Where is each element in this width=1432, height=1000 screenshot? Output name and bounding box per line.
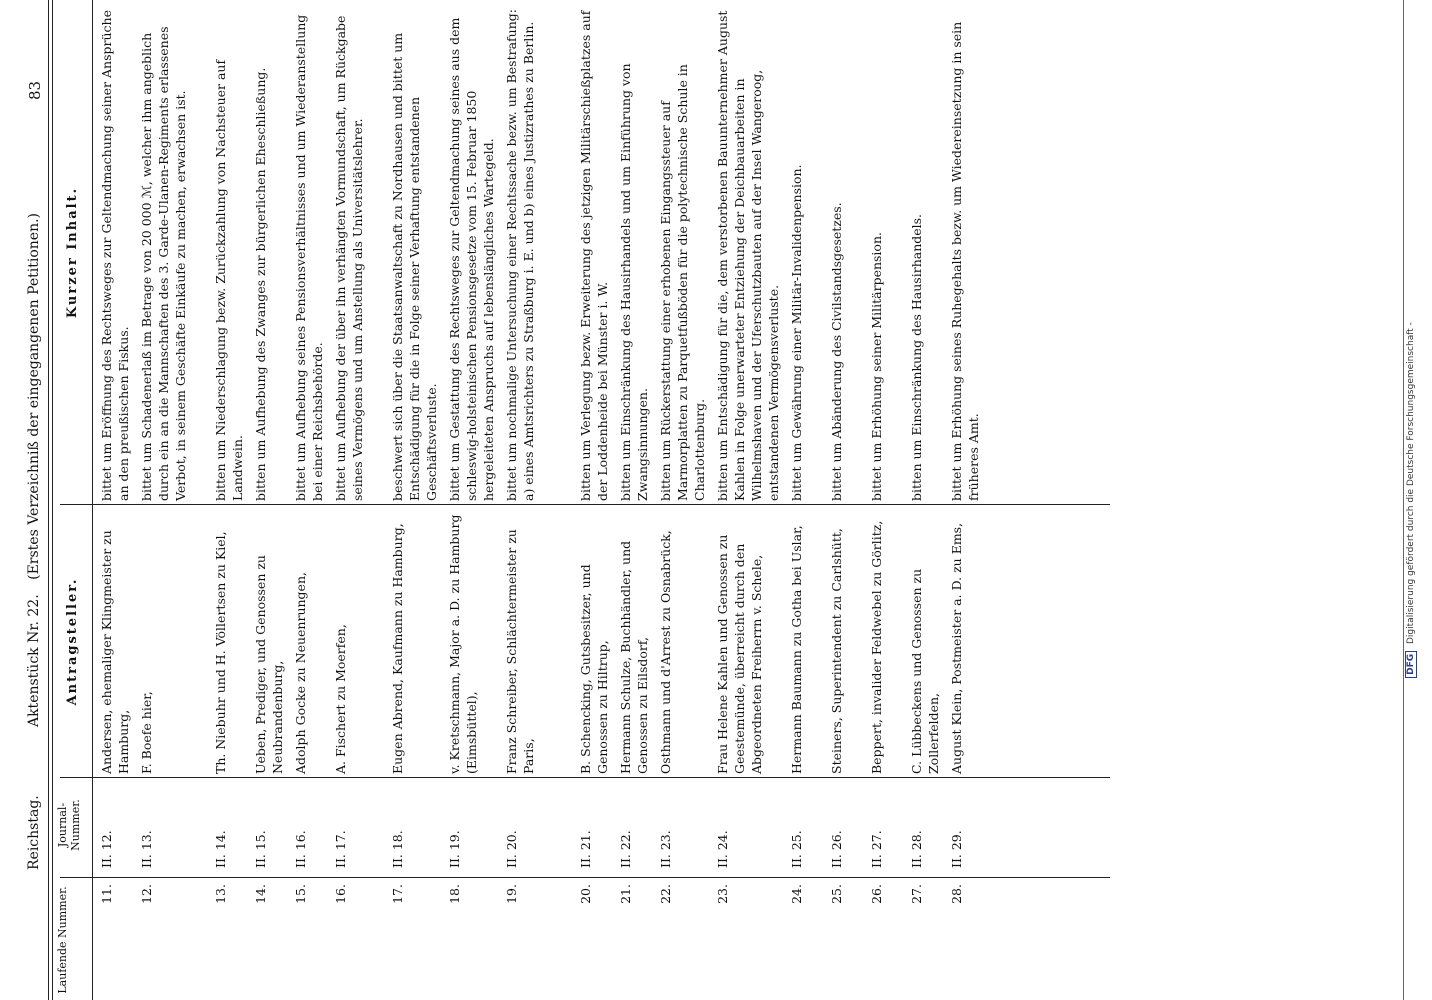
row-applicant: Andersen, ehemaliger Klingmeister zu Hamburg,: [99, 530, 131, 774]
table-row: [657, 0, 708, 1000]
row-journal-number: II. 15.: [253, 830, 268, 868]
row-applicant: F. Boefe hier,: [139, 691, 154, 774]
row-content: bittet um Aufhebung der über ihn verhängten Vormundschaft, um Rückgabe seines Vermögens und um Anstellung als Universitätslehrer.: [333, 15, 365, 501]
row-number: 25.: [829, 884, 844, 904]
row-journal-number: II. 14.: [213, 830, 228, 868]
footer-strip: [1395, 0, 1432, 1000]
row-content: bittet um Erhöhung seines Ruhegehalts bezw. um Wiedereinsetzung in sein früheres Amt.: [949, 21, 981, 501]
row-applicant: Beppert, invalider Feldwebel zu Görlitz,: [869, 520, 884, 774]
row-journal-number: II. 17.: [333, 830, 348, 868]
header-left: Reichstag.: [26, 795, 42, 870]
footer: [1405, 0, 1417, 1000]
row-journal-number: II. 28.: [909, 830, 924, 868]
row-number: 23.: [715, 884, 730, 904]
header-right: (Erstes Verzeichniß der eingegangenen Petitionen.): [26, 212, 42, 580]
table-row: [98, 0, 132, 1000]
row-content: bitten um Verlegung bezw. Erweiterung des jetzigen Militärschießplatzes auf der Loddenheide bei Münster i. W.: [578, 10, 610, 501]
header-rule-bottom: [92, 0, 93, 1000]
row-journal-number: II. 23.: [658, 830, 673, 868]
table-row: [292, 0, 326, 1000]
footer-separator: [1403, 0, 1404, 1000]
row-number: 24.: [789, 884, 804, 904]
table-row: [503, 0, 537, 1000]
table-row: [446, 0, 497, 1000]
row-content: bittet um nochmalige Untersuchung einer Rechtssache bezw. um Bestrafung: a) eines Amtsrichters zu Straßburg i. E. und b) eines Justizrathes zu Berlin.: [504, 9, 536, 501]
row-applicant: Ueben, Prediger, und Genossen zu Neubrandenburg,: [253, 555, 285, 774]
row-content: bittet um Aufhebung seines Pensionsverhältnisses und um Wiederanstellung bei einer Reichsbehörde.: [293, 14, 325, 501]
row-applicant: Frau Helene Kahlen und Genossen zu Geestemünde, überreicht durch den Abgeordneten Freiherrn v. Schele,: [715, 534, 764, 774]
col-header-applicant: Antragsteller.: [65, 577, 80, 706]
table-row: [617, 0, 651, 1000]
dfg-logo: DFG: [1405, 651, 1417, 678]
row-applicant: Hermann Schulze, Buchhändler, und Genossen zu Eilsdorf,: [618, 540, 650, 774]
row-number: 15.: [293, 884, 308, 904]
header-document-number: Aktenstück Nr. 22.: [26, 594, 42, 728]
col-header-content: Kurzer Inhalt.: [65, 186, 80, 319]
table-row: [714, 0, 782, 1000]
table-row: [788, 0, 805, 1000]
row-number: 20.: [578, 884, 593, 904]
table-row: [577, 0, 611, 1000]
table-row: [332, 0, 366, 1000]
row-journal-number: II. 16.: [293, 830, 308, 868]
table-row: [389, 0, 440, 1000]
row-journal-number: II. 13.: [139, 830, 154, 868]
row-applicant: Hermann Baumann zu Gotha bei Uslar,: [789, 525, 804, 774]
page-number: 83: [26, 80, 44, 100]
table-row: [828, 0, 845, 1000]
header-center: [26, 170, 42, 770]
row-journal-number: II. 12.: [99, 830, 114, 868]
table-row: [948, 0, 982, 1000]
row-journal-number: II. 19.: [447, 830, 462, 868]
col-header-journal: Journal-Nummer.: [56, 799, 82, 851]
row-number: 28.: [949, 884, 964, 904]
row-number: 16.: [333, 884, 348, 904]
row-applicant: A. Fischert zu Moerfen,: [333, 624, 348, 774]
col-header-number: Laufende Nummer.: [56, 886, 69, 994]
table-header-row: [56, 0, 90, 1000]
column-divider-2: [60, 777, 1110, 778]
header-rule-top-2: [52, 0, 53, 1000]
row-applicant: C. Lübbeckens und Genossen zu Zollerfelden,: [909, 568, 941, 774]
row-applicant: Th. Niebuhr und H. Völlertsen zu Kiel,: [213, 531, 228, 774]
row-content: bittet um Eröffnung des Rechtsweges zur Geltendmachung seiner Ansprüche an den preußischen Fiskus.: [99, 10, 131, 501]
row-journal-number: II. 22.: [618, 830, 633, 868]
header-rule-top: [48, 0, 49, 1000]
row-applicant: v. Kretschmann, Major a. D. zu Hamburg (Eimsbüttel),: [447, 514, 479, 774]
row-content: beschwert sich über die Staatsanwaltschaft zu Nordhausen und bittet um Entschädigung für die in Folge seiner Verhaftung entstandenen Geschäftsverluste.: [390, 32, 439, 501]
row-number: 22.: [658, 884, 673, 904]
row-journal-number: II. 24.: [715, 830, 730, 868]
row-number: 12.: [139, 884, 154, 904]
row-content: bitten um Niederschlagung bezw. Zurückzahlung von Nachsteuer auf Landwein.: [213, 59, 245, 501]
page-header: [26, 0, 50, 1000]
row-journal-number: II. 21.: [578, 830, 593, 868]
row-journal-number: II. 27.: [869, 830, 884, 868]
row-content: bitten um Einschränkung des Hausirhandels und um Einführung von Zwangsinnungen.: [618, 63, 650, 501]
table-row: [868, 0, 885, 1000]
table-row: [212, 0, 246, 1000]
row-number: 13.: [213, 884, 228, 904]
row-applicant: Osthmann und d'Arrest zu Osnabrück,: [658, 530, 673, 774]
column-divider-3: [60, 504, 1110, 505]
footer-text: Digitalisierung gefördert durch die Deutsche Forschungsgemeinschaft -: [1406, 322, 1416, 644]
row-content: bitten um Rückerstattung einer erhobenen Eingangssteuer auf Marmorplatten zu Parquetfußböden für die polytechnische Schule in Charlottenburg.: [658, 64, 707, 501]
row-number: 26.: [869, 884, 884, 904]
row-journal-number: II. 25.: [789, 830, 804, 868]
row-journal-number: II. 26.: [829, 830, 844, 868]
row-applicant: Franz Schreiber, Schlächtermeister zu Paris,: [504, 529, 536, 774]
row-content: bitten um Einschränkung des Hausirhandels.: [909, 213, 924, 501]
row-content: bittet um Gewährung einer Militär-Invalidenpension.: [789, 164, 804, 501]
table-row: [138, 0, 189, 1000]
row-number: 21.: [618, 884, 633, 904]
row-number: 19.: [504, 884, 519, 904]
row-content: bittet um Abänderung des Civilstandsgesetzes.: [829, 202, 844, 501]
row-journal-number: II. 29.: [949, 830, 964, 868]
table-row: [252, 0, 286, 1000]
table-row: [908, 0, 942, 1000]
row-applicant: B. Schencking, Gutsbesitzer, und Genossen zu Hiltrup,: [578, 564, 610, 774]
petitions-table: [56, 0, 981, 1000]
row-number: 27.: [909, 884, 924, 904]
row-content: bitten um Aufhebung des Zwanges zur bürgerlichen Eheschließung.: [253, 67, 268, 501]
row-applicant: Adolph Gocke zu Neuenrungen,: [293, 572, 308, 774]
row-number: 17.: [390, 884, 405, 904]
row-content: bittet um Gestattung des Rechtsweges zur Geltendmachung seines aus dem schleswig-holsteinischen Pensionsgesetze vom 15. Februar 1850 hergeleiteten Anspruchs auf lebenslängliches Wartegeld.: [447, 17, 496, 501]
row-applicant: Steiners, Superintendent zu Carlshütt,: [829, 528, 844, 774]
column-divider-1: [60, 877, 1110, 878]
row-number: 18.: [447, 884, 462, 904]
row-content: bittet um Erhöhung seiner Militärpension.: [869, 232, 884, 501]
row-journal-number: II. 20.: [504, 830, 519, 868]
row-applicant: August Klein, Postmeister a. D. zu Ems,: [949, 522, 964, 774]
row-applicant: Eugen Abrend, Kaufmann zu Hamburg,: [390, 523, 405, 774]
row-journal-number: II. 18.: [390, 830, 405, 868]
row-content: bitten um Entschädigung für die, dem verstorbenen Bauunternehmer August Kahlen in Folge unerwarteter Entziehung der Deichbauarbeiten in Wilhelmshaven und der Uferschutzbauten auf der Insel Wangeroog, entstandenen Vermögensverluste.: [715, 10, 781, 501]
row-number: 11.: [99, 884, 114, 904]
row-number: 14.: [253, 884, 268, 904]
row-content: bittet um Schadenerlaß im Betrage von 20 000 ℳ, welcher ihm angeblich durch ein an die Mannschaften des 3. Garde-Ulanen-Regiments erlassenes Verbot, in seinem Geschäfte Einkäufe zu machen, erwachsen ist.: [139, 26, 188, 501]
